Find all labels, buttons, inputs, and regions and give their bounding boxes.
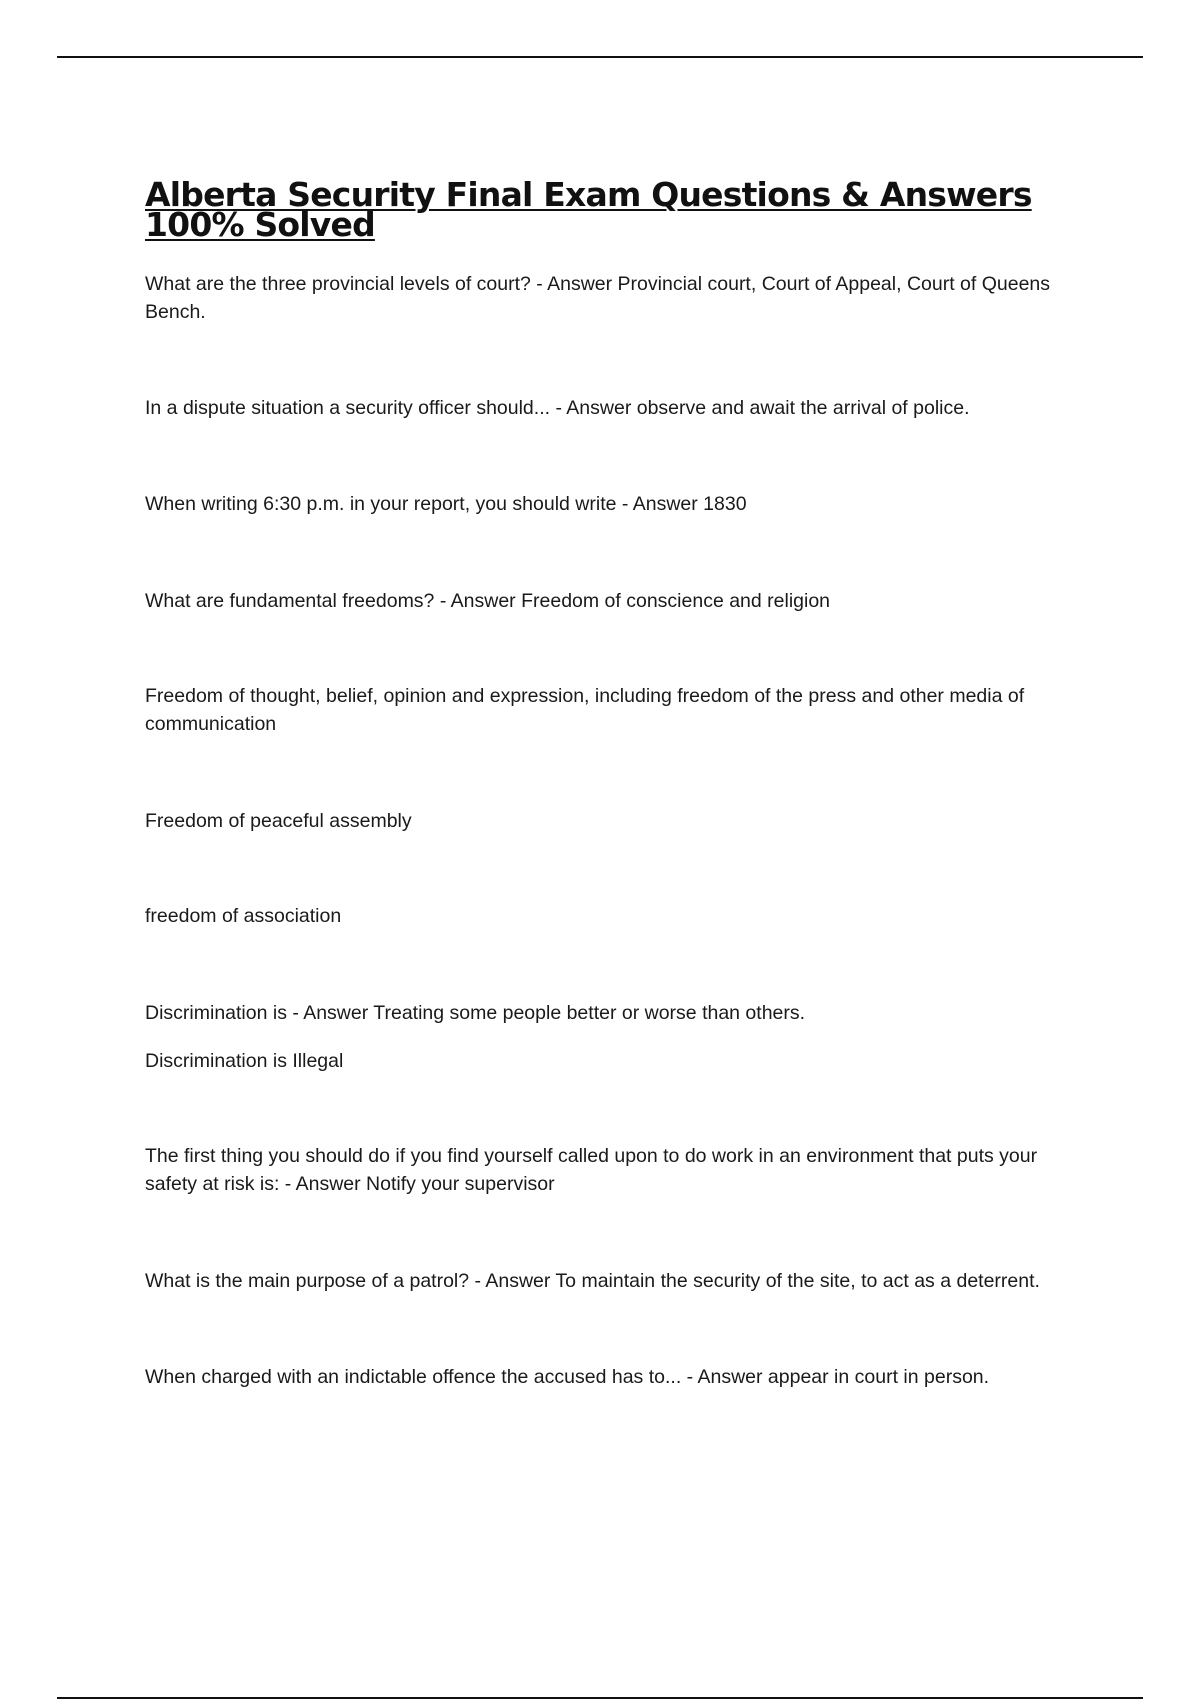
qa-paragraph: What is the main purpose of a patrol? - Answer To maintain the security of the site, to act as a deterrent.: [145, 1270, 1040, 1292]
qa-paragraph: The first thing you should do if you find yourself called upon to do work in an environment that puts your safety at risk is: - Answer Notify your supervisor: [145, 1145, 1038, 1195]
qa-paragraph: In a dispute situation a security officer should... - Answer observe and await the arrival of police.: [145, 397, 970, 419]
qa-paragraph: What are the three provincial levels of court? - Answer Provincial court, Court of Appeal, Court of Queens Bench.: [145, 273, 1051, 323]
qa-paragraph: Freedom of peaceful assembly: [145, 810, 412, 832]
qa-paragraph: Freedom of thought, belief, opinion and expression, including freedom of the press and other media of communication: [145, 685, 1025, 735]
qa-paragraph: When charged with an indictable offence the accused has to... - Answer appear in court in person.: [145, 1366, 990, 1388]
qa-paragraph: What are fundamental freedoms? - Answer Freedom of conscience and religion: [145, 590, 831, 612]
qa-paragraph: When writing 6:30 p.m. in your report, you should write - Answer 1830: [145, 493, 747, 515]
header-rule: [57, 56, 1143, 58]
page-title: Alberta Security Final Exam Questions & Answers 100% Solved: [145, 175, 1032, 244]
qa-paragraph: Discrimination is Illegal: [145, 1050, 344, 1072]
footer-rule: [57, 1697, 1143, 1699]
qa-paragraph: Discrimination is - Answer Treating some people better or worse than others.: [145, 1002, 806, 1024]
qa-paragraph: freedom of association: [145, 905, 342, 927]
